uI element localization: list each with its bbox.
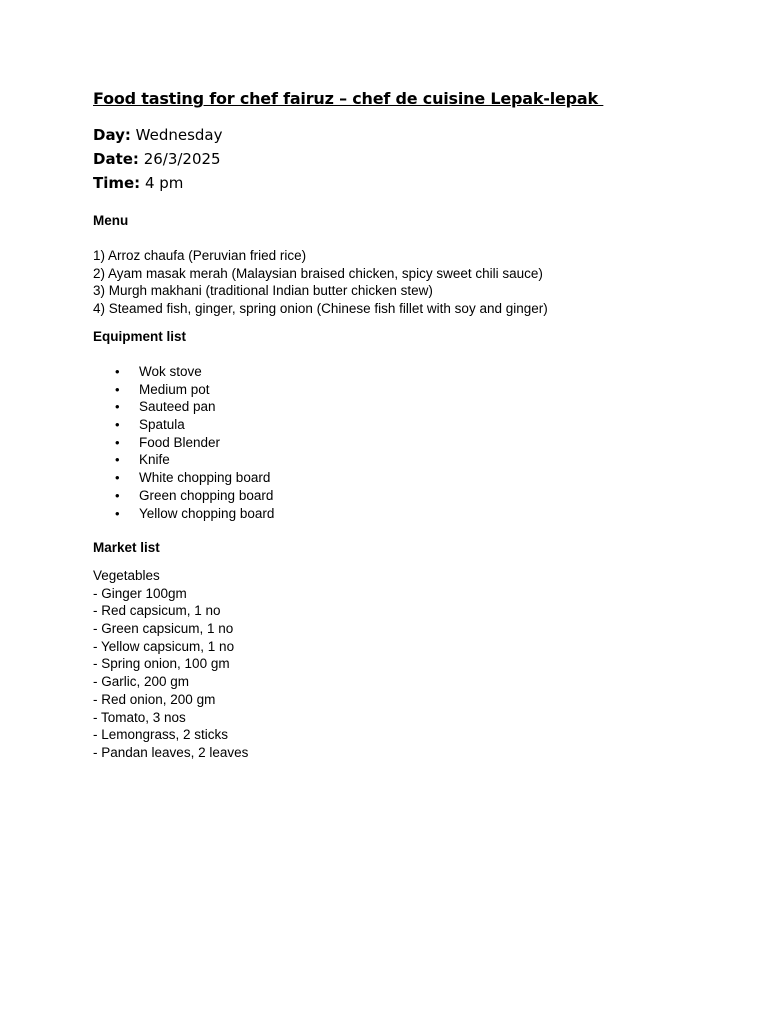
bullet-icon: •	[115, 364, 120, 379]
market-heading: Market list	[93, 540, 160, 555]
time-label: Time:	[93, 174, 141, 192]
list-item	[93, 381, 274, 399]
bullet-icon: •	[115, 399, 120, 415]
list-item-label: Wok stove	[139, 364, 202, 379]
day-value: Wednesday	[130, 126, 223, 144]
market-list	[93, 567, 248, 762]
list-item	[93, 505, 274, 523]
list-item: - Green capsicum, 1 no	[93, 621, 234, 637]
list-item: - Spring onion, 100 gm	[93, 656, 230, 672]
list-item-label: Sauteed pan	[139, 399, 216, 415]
time-value: 4 pm	[140, 174, 184, 192]
list-item: - Red onion, 200 gm	[93, 691, 216, 707]
list-item	[93, 434, 274, 452]
bullet-icon: •	[115, 417, 120, 433]
menu-item: 1) Arroz chaufa (Peruvian fried rice)	[93, 248, 307, 263]
day-line	[93, 123, 223, 147]
list-item: - Yellow capsicum, 1 no	[93, 638, 235, 654]
equipment-heading: Equipment list	[93, 329, 187, 344]
menu-item: 4) Steamed fish, ginger, spring onion (Chinese fish fillet with soy and ginger)	[93, 301, 548, 317]
list-item-label: White chopping board	[139, 470, 271, 486]
bullet-icon: •	[115, 470, 120, 486]
list-item: - Tomato, 3 nos	[93, 709, 186, 725]
menu-item: 3) Murgh makhani (traditional Indian butter chicken stew)	[93, 283, 433, 299]
time-line	[93, 171, 183, 195]
market-category: Vegetables	[93, 568, 160, 583]
day-label: Day:	[93, 126, 131, 144]
bullet-icon: •	[115, 452, 120, 468]
list-item: - Garlic, 200 gm	[93, 674, 190, 690]
menu-heading: Menu	[93, 213, 129, 228]
list-item-label: Yellow chopping board	[139, 505, 275, 521]
date-value: 26/3/2025	[138, 150, 221, 168]
list-item	[93, 451, 274, 469]
bullet-icon: •	[115, 487, 120, 503]
list-item	[93, 469, 274, 487]
date-line	[93, 147, 221, 171]
list-item-label: Food Blender	[139, 434, 221, 450]
bullet-icon: •	[115, 434, 120, 450]
list-item	[93, 416, 274, 434]
date-label: Date:	[93, 150, 139, 168]
list-item	[93, 487, 274, 505]
list-item	[93, 398, 274, 416]
list-item: - Pandan leaves, 2 leaves	[93, 744, 249, 760]
menu-list	[93, 247, 548, 318]
list-item: - Ginger 100gm	[93, 585, 187, 601]
list-item: - Red capsicum, 1 no	[93, 603, 221, 619]
list-item-label: Spatula	[139, 417, 185, 433]
list-item-label: Medium pot	[139, 381, 210, 397]
document-title: Food tasting for chef fairuz – chef de cuisine Lepak-lepak	[93, 89, 604, 108]
list-item: - Lemongrass, 2 sticks	[93, 727, 229, 743]
bullet-icon: •	[115, 505, 120, 521]
list-item	[93, 363, 274, 381]
menu-item: 2) Ayam masak merah (Malaysian braised chicken, spicy sweet chili sauce)	[93, 265, 543, 281]
list-item-label: Knife	[139, 452, 170, 468]
list-item-label: Green chopping board	[139, 487, 274, 503]
equipment-list	[93, 363, 274, 522]
bullet-icon: •	[115, 381, 120, 397]
